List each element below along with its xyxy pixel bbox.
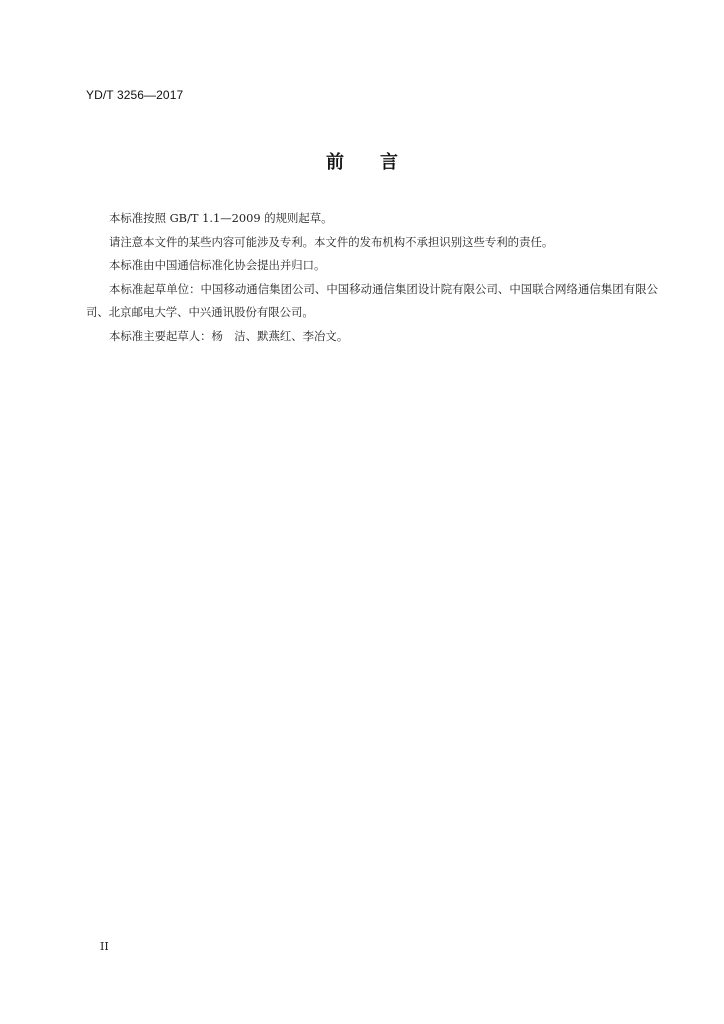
foreword-body — [86, 207, 658, 348]
paragraph-proposer: 本标准由中国通信标准化协会提出并归口。 — [109, 258, 326, 272]
title-char-1: 前 — [326, 152, 344, 173]
title-char-2: 言 — [380, 152, 398, 173]
page-number: II — [100, 940, 109, 953]
paragraph-drafting-units: 本标准起草单位：中国移动通信集团公司、中国移动通信集团设计院有限公司、中国联合网络通信集团有限公司、北京邮电大学、中兴通讯股份有限公司。 — [86, 281, 658, 319]
paragraph-drafters: 本标准主要起草人：杨 洁、默燕红、李冶文。 — [109, 328, 349, 343]
paragraph-drafting-rules: 本标准按照 GB/T 1.1—2009 的规则起草。 — [109, 211, 333, 225]
page-title — [0, 148, 724, 174]
paragraph-patent-notice: 请注意本文件的某些内容可能涉及专利。本文件的发布机构不承担识别这些专利的责任。 — [109, 234, 554, 249]
document-number: YD/T 3256—2017 — [86, 88, 184, 102]
